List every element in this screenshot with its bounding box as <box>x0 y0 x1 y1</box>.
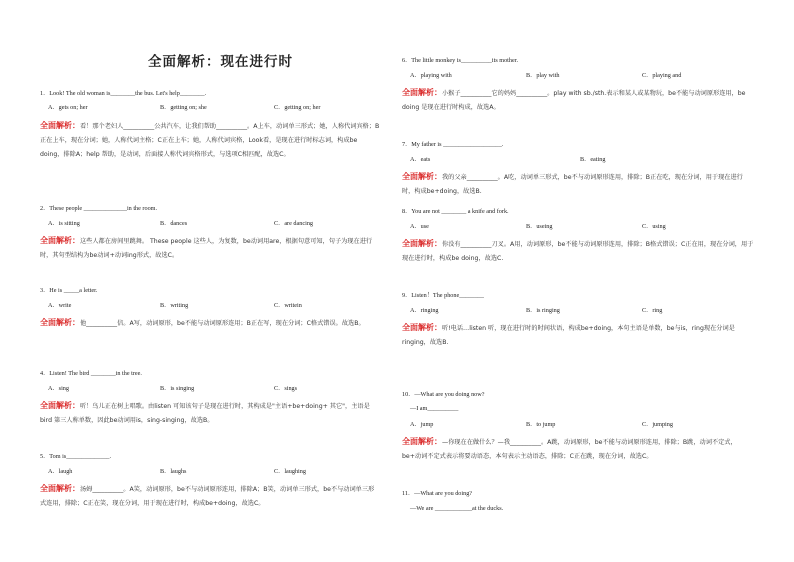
question-8-stem: 8．You are not ________ a knife and fork. <box>402 208 509 215</box>
option-c: C．are dancing <box>274 220 314 227</box>
analysis-label: 全面解析： <box>402 437 442 446</box>
option-b: B．writing <box>160 302 189 309</box>
question-4-options <box>48 385 378 393</box>
option-a: A．is sitting <box>48 220 80 227</box>
option-b: B．is singing <box>160 385 195 392</box>
question-10-analysis <box>402 435 754 464</box>
question-6-stem: 6．The little monkey is__________its mother. <box>402 57 519 64</box>
option-a: A．ringing <box>410 307 439 314</box>
option-c: C．ring <box>642 307 663 314</box>
analysis-label: 全面解析： <box>40 236 80 245</box>
analysis-label: 全面解析： <box>402 172 442 181</box>
question-8-options <box>410 223 750 231</box>
analysis-label: 全面解析： <box>402 88 442 97</box>
question-6-options <box>410 72 750 80</box>
question-10-options <box>410 421 750 429</box>
option-c: C．laughing <box>274 468 306 475</box>
analysis-text: 听!电话…listen 听，现在进行时的时间状语，构成be+doing，本句主语是单数，be与is，ring现在分词是ringing，故选B. <box>402 325 735 346</box>
analysis-label: 全面解析： <box>402 323 442 332</box>
question-7-analysis <box>402 170 754 199</box>
question-11-stem-reply: —We are ____________at the ducks. <box>410 505 504 512</box>
question-5-stem: 5．Tom is______________. <box>40 453 112 460</box>
question-2-stem: 2．These people ______________in the room. <box>40 205 158 212</box>
question-1-options <box>48 104 378 112</box>
option-b: B．laughs <box>160 468 187 475</box>
analysis-label: 全面解析： <box>40 401 80 410</box>
question-3-analysis <box>40 316 380 331</box>
question-3-options <box>48 302 378 310</box>
question-4-analysis <box>40 399 380 428</box>
question-9-stem: 9．Listen！The phone________ <box>402 292 484 299</box>
question-6-analysis <box>402 86 754 115</box>
question-2-analysis <box>40 234 380 263</box>
option-b: B．play with <box>526 72 560 79</box>
analysis-text: 小猴子__________它的妈妈__________。play with sb./sth.表示和某人或某物玩，be不能与动词原形连用，be doing 是现在进行时构成，故选A。 <box>402 90 746 111</box>
question-4-stem: 4．Listen! The bird ________in the tree. <box>40 370 142 377</box>
option-a: A．jump <box>410 421 434 428</box>
analysis-text: —你现在在做什么？—我__________。A跳，动词原形，be不能与动词原形连用，排除；B跳，动词不定式，be+动词不定式表示将要动语态，本句表示主动语态，排除；C正在跳，现在分词，故选C。 <box>402 439 737 460</box>
option-c: C．playing and <box>642 72 682 79</box>
option-a: A．sing <box>48 385 69 392</box>
question-9-analysis <box>402 321 754 350</box>
option-a: A．write <box>48 302 72 309</box>
question-9-options <box>410 307 750 315</box>
option-c: C．writein <box>274 302 302 309</box>
analysis-label: 全面解析： <box>40 484 80 493</box>
analysis-label: 全面解析： <box>402 239 442 248</box>
option-a: A．eats <box>410 156 431 163</box>
analysis-text: 汤姆__________。A笑，动词原形，be不与动词原形连用，排除A；B笑，动词单三形式，be不与动词单三形式连用，排除；C正在笑，现在分词，用于现在进行时，构成be+doing，故选C。 <box>40 486 375 507</box>
analysis-text: 看！那个老妇人__________公共汽车，让我们帮助__________。A上车，动词单三形式；她，人称代词宾格；B正在上车，现在分词；她，人称代词主格；C正在上车；她，人称代词宾格，Look看，是现在进行时标志词，构成be doing，排除A；help 帮助，是动词，后面接人称代词宾格形式，与选项C相匹配，故选C。 <box>40 123 380 158</box>
question-10-stem: 10．—What are you doing now? <box>402 391 485 398</box>
option-c: C．getting on; her <box>274 104 321 111</box>
question-1-stem: 1．Look! The old woman is________the bus. Let's help________. <box>40 90 207 97</box>
question-1-analysis <box>40 119 380 162</box>
option-a: A．playing with <box>410 72 452 79</box>
question-3-stem: 3．He is _____a letter. <box>40 287 98 294</box>
question-7-stem: 7．My father is ___________________. <box>402 141 504 148</box>
page-title: 全面解析：现在进行时 <box>148 54 293 70</box>
option-b: B．to jump <box>526 421 556 428</box>
question-10-stem-reply: —I am__________ <box>410 405 459 412</box>
option-c: C．jumping <box>642 421 673 428</box>
question-8-analysis <box>402 237 754 266</box>
question-11-stem: 11．—What are you doing? <box>402 490 473 497</box>
analysis-text: 这些人都在房间里跳舞。 These people 这些人，为复数，be动词用are，根据句意可知，句子为现在进行时，其句型结构为be动词+动词ing形式，故选C。 <box>40 238 373 259</box>
option-a: A．gets on; her <box>48 104 88 111</box>
option-a: A．use <box>410 223 429 230</box>
option-b: B．is ringing <box>526 307 560 314</box>
option-c: C．using <box>642 223 666 230</box>
option-b: B．getting on; she <box>160 104 207 111</box>
option-b: B．eating <box>580 156 606 163</box>
analysis-text: 他__________信。A写，动词原形，be不能与动词原形连用；B正在写，现在分词；C格式错误。故选B。 <box>80 320 365 327</box>
option-b: B．dances <box>160 220 188 227</box>
analysis-label: 全面解析： <box>40 121 80 130</box>
analysis-text: 你没有__________刀叉。A用，动词原形，be不能与动词原形连用，排除；B格式错误；C正在用，现在分词，用于现在进行时，构成be doing，故选C. <box>402 241 754 262</box>
question-7-options <box>410 156 750 164</box>
analysis-text: 我的父亲__________。A吃，动词单三形式，be不与动词原形连用，排除；B正在吃，现在分词，用于现在进行时，构成be+doing，故选B. <box>402 174 743 195</box>
question-5-analysis <box>40 482 380 511</box>
analysis-text: 听！鸟儿正在树上唱歌。由listen 可知该句子是现在进行时，其构成是"主语+be+doing+ 其它"，主语是bird 第三人称单数，因此be动词用is，sing-singing，故选B。 <box>40 403 370 424</box>
analysis-label: 全面解析： <box>40 318 80 327</box>
question-5-options <box>48 468 378 476</box>
option-c: C．sings <box>274 385 298 392</box>
option-a: A．laugh <box>48 468 73 475</box>
option-b: B．useing <box>526 223 553 230</box>
question-2-options <box>48 220 378 228</box>
